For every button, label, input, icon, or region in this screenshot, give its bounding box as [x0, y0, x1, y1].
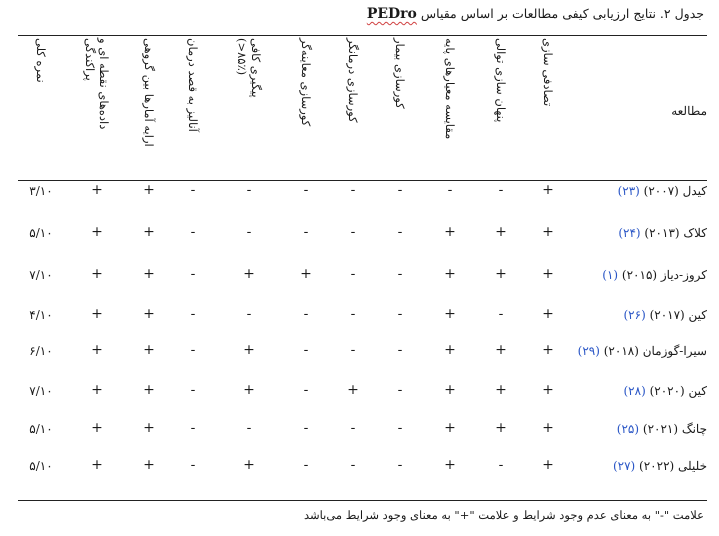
criterion-mark: - — [447, 182, 453, 198]
criterion-mark: + — [143, 306, 155, 322]
criterion-mark: + — [91, 382, 103, 398]
column-header-adequate-followup: پیگیری کافی (۸۵٪<) — [235, 38, 263, 98]
criterion-mark: + — [542, 306, 554, 322]
study-name: خلیلی (۲۰۲۲) (۲۷) — [612, 459, 707, 473]
criterion-mark: + — [143, 266, 155, 282]
criterion-mark: - — [350, 266, 356, 282]
header-rule — [18, 180, 707, 181]
criterion-mark: + — [143, 342, 155, 358]
study-name: کروز-دیاز (۲۰۱۵) (۱) — [602, 268, 707, 282]
criterion-mark: - — [397, 224, 403, 240]
criterion-mark: - — [246, 224, 252, 240]
study-reference: (۱) — [602, 268, 622, 282]
criterion-mark: - — [397, 182, 403, 198]
criterion-mark: - — [190, 182, 196, 198]
criterion-mark: + — [243, 342, 255, 358]
column-header-randomization: تصادفی سازی — [541, 38, 555, 107]
criterion-mark: + — [143, 420, 155, 436]
criterion-mark: + — [91, 266, 103, 282]
column-header-between-group-stats: ارایه آمارها بین گروهی — [142, 38, 156, 147]
criterion-mark: - — [190, 306, 196, 322]
criterion-mark: + — [143, 224, 155, 240]
criterion-mark: + — [495, 382, 507, 398]
column-header-total-score: نمره کلی — [34, 38, 48, 83]
criterion-mark: + — [542, 420, 554, 436]
criterion-mark: + — [444, 420, 456, 436]
criterion-mark: - — [303, 182, 309, 198]
column-header-assessor-blinding: کورسازی معاینه‌گر — [299, 38, 313, 127]
study-reference: (۲۶) — [623, 308, 650, 322]
criterion-mark: - — [303, 420, 309, 436]
criterion-mark: - — [303, 342, 309, 358]
criterion-mark: + — [91, 420, 103, 436]
column-header-study: مطالعه — [671, 104, 707, 118]
criterion-mark: + — [243, 266, 255, 282]
criterion-mark: - — [498, 457, 504, 473]
criterion-mark: + — [542, 182, 554, 198]
total-score: ۷/۱۰ — [29, 384, 53, 398]
criterion-mark: - — [350, 457, 356, 473]
criterion-mark: + — [444, 382, 456, 398]
column-header-allocation-concealment: پنهان سازی توالی — [494, 38, 508, 123]
criterion-mark: - — [350, 182, 356, 198]
total-score: ۵/۱۰ — [29, 422, 53, 436]
criterion-mark: + — [91, 342, 103, 358]
criterion-mark: - — [190, 382, 196, 398]
criterion-mark: + — [495, 224, 507, 240]
study-reference: (۲۹) — [577, 344, 604, 358]
criterion-mark: - — [397, 457, 403, 473]
criterion-mark: + — [542, 457, 554, 473]
criterion-mark: + — [243, 457, 255, 473]
criterion-mark: - — [350, 342, 356, 358]
bottom-rule — [18, 500, 707, 501]
total-score: ۳/۱۰ — [29, 184, 53, 198]
criterion-mark: - — [303, 382, 309, 398]
criterion-mark: + — [444, 266, 456, 282]
study-reference: (۲۵) — [616, 422, 643, 436]
top-rule — [18, 35, 707, 36]
criterion-mark: - — [246, 182, 252, 198]
column-header-point-estimates: داده‌های نقطه ای و پراکندگی — [83, 38, 111, 130]
criterion-mark: + — [300, 266, 312, 282]
criterion-mark: + — [143, 382, 155, 398]
criterion-mark: + — [91, 457, 103, 473]
criterion-mark: + — [495, 420, 507, 436]
criterion-mark: + — [91, 224, 103, 240]
total-score: ۵/۱۰ — [29, 226, 53, 240]
caption-text: جدول ۲. نتایج ارزیابی کیفی مطالعات بر اساس مقیاس — [420, 6, 704, 21]
study-name: کین (۲۰۲۰) (۲۸) — [623, 384, 707, 398]
criterion-mark: - — [190, 420, 196, 436]
study-name: سیرا-گوزمان (۲۰۱۸) (۲۹) — [577, 344, 707, 358]
criterion-mark: - — [303, 306, 309, 322]
criterion-mark: - — [190, 224, 196, 240]
criterion-mark: + — [91, 182, 103, 198]
criterion-mark: - — [397, 342, 403, 358]
column-header-patient-blinding: کورسازی بیمار — [393, 38, 407, 109]
study-name: کیدل (۲۰۰۷) (۲۳) — [617, 184, 707, 198]
criterion-mark: + — [542, 266, 554, 282]
criterion-mark: - — [303, 224, 309, 240]
caption-brand: PEDro — [366, 6, 417, 22]
criterion-mark: - — [397, 382, 403, 398]
criterion-mark: - — [190, 457, 196, 473]
criterion-mark: + — [542, 382, 554, 398]
criterion-mark: - — [350, 306, 356, 322]
total-score: ۵/۱۰ — [29, 459, 53, 473]
criterion-mark: + — [444, 342, 456, 358]
column-header-baseline-comparison: مقایسه معیارهای پایه — [443, 38, 457, 140]
criterion-mark: - — [246, 306, 252, 322]
criterion-mark: - — [397, 306, 403, 322]
study-reference: (۲۳) — [617, 184, 644, 198]
criterion-mark: + — [347, 382, 359, 398]
study-reference: (۲۷) — [612, 459, 640, 473]
criterion-mark: - — [350, 224, 356, 240]
criterion-mark: + — [143, 182, 155, 198]
criterion-mark: - — [397, 266, 403, 282]
criterion-mark: + — [444, 224, 456, 240]
criterion-mark: + — [91, 306, 103, 322]
criterion-mark: + — [495, 342, 507, 358]
study-name: چانگ (۲۰۲۱) (۲۵) — [616, 422, 707, 436]
criterion-mark: + — [542, 342, 554, 358]
total-score: ۶/۱۰ — [29, 344, 53, 358]
criterion-mark: - — [498, 306, 504, 322]
criterion-mark: + — [444, 457, 456, 473]
study-reference: (۲۴) — [618, 226, 645, 240]
criterion-mark: - — [246, 420, 252, 436]
criterion-mark: - — [350, 420, 356, 436]
study-name: کلاک (۲۰۱۳) (۲۴) — [618, 226, 707, 240]
criterion-mark: - — [190, 342, 196, 358]
criterion-mark: - — [303, 457, 309, 473]
column-header-therapist-blinding: کورسازی درمانگر — [346, 38, 360, 123]
criterion-mark: + — [444, 306, 456, 322]
study-name: کین (۲۰۱۷) (۲۶) — [623, 308, 707, 322]
table-caption — [0, 6, 704, 22]
criterion-mark: - — [190, 266, 196, 282]
criterion-mark: + — [243, 382, 255, 398]
total-score: ۷/۱۰ — [29, 268, 53, 282]
column-header-intention-to-treat: آنالیز به قصد درمان — [186, 38, 200, 132]
study-reference: (۲۸) — [623, 384, 650, 398]
criterion-mark: - — [498, 182, 504, 198]
total-score: ۴/۱۰ — [29, 308, 53, 322]
criterion-mark: + — [143, 457, 155, 473]
table-footnote: علامت "-" به معنای عدم وجود شرایط و علامت "+" به معنای وجود شرایط می‌باشد — [303, 508, 704, 522]
criterion-mark: - — [397, 420, 403, 436]
criterion-mark: + — [542, 224, 554, 240]
criterion-mark: + — [495, 266, 507, 282]
